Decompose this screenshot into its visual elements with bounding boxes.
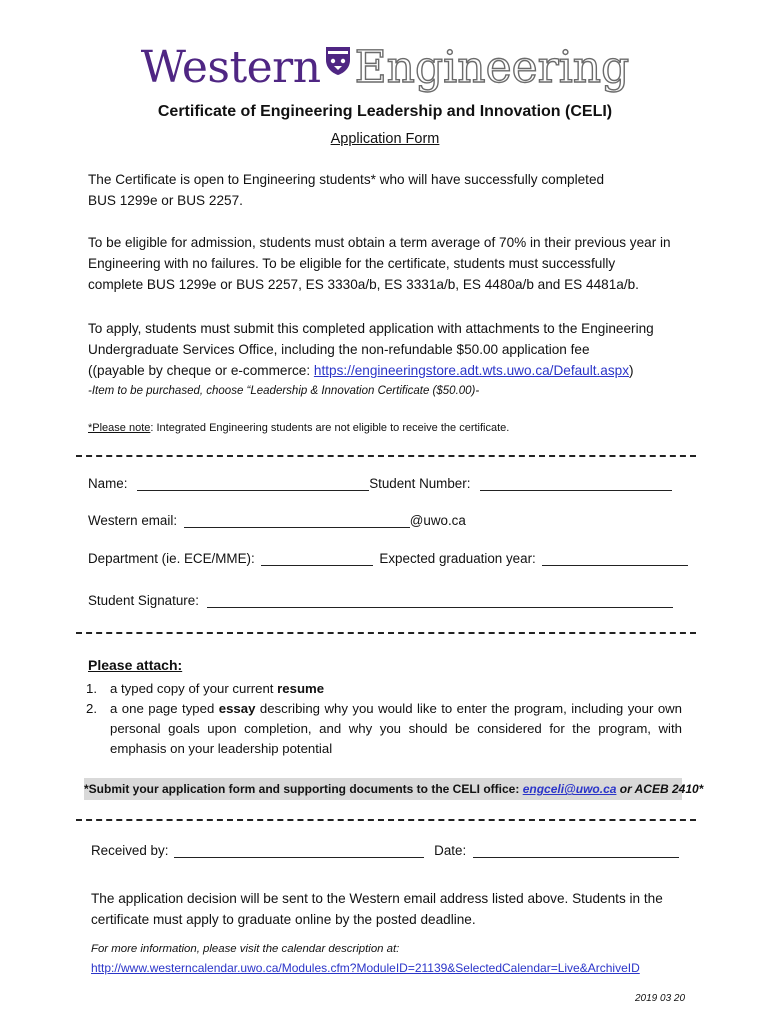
eligibility-line: Engineering with no failures. To be eligible for the certificate, students must successfully: [88, 256, 616, 271]
student-number-field[interactable]: [480, 476, 672, 491]
email-suffix: @uwo.ca: [409, 513, 466, 528]
dashed-divider: [76, 632, 696, 634]
list-item: [86, 699, 682, 759]
list-text: a one page typed: [110, 701, 219, 716]
eligibility-paragraph: [88, 232, 688, 295]
list-number: 2.: [86, 701, 97, 716]
list-bold-text: essay: [218, 701, 256, 716]
department-field[interactable]: [261, 551, 373, 566]
department-label: Department (ie. ECE/MME):: [88, 551, 255, 566]
received-by-label: Received by:: [91, 843, 169, 858]
apply-line-payment: [88, 360, 688, 381]
apply-paragraph: [88, 318, 688, 402]
eligibility-line: complete BUS 1299e or BUS 2257, ES 3330a/b, ES 3331a/b, ES 4480a/b and ES 4481a/b.: [88, 277, 639, 292]
list-text: a typed copy of your current: [110, 681, 278, 696]
logo-word-engineering: Engineering: [354, 42, 630, 93]
email-label: Western email:: [88, 513, 178, 528]
date-field[interactable]: [473, 843, 679, 858]
email-row: [88, 513, 466, 528]
note-text: : Integrated Engineering students are not eligible to receive the certificate.: [150, 422, 510, 434]
logo-word-western: Western: [140, 42, 321, 93]
signature-field[interactable]: [207, 593, 673, 608]
decision-line: certificate must apply to graduate online by the posted deadline.: [91, 912, 476, 927]
list-bold-text: resume: [277, 681, 325, 696]
grad-year-label: Expected graduation year:: [379, 551, 536, 566]
list-item: [86, 679, 682, 699]
signature-row: [88, 593, 673, 608]
item-note: -Item to be purchased, choose “Leadership & Innovation Certificate ($50.00)-: [88, 385, 480, 397]
intro-line: The Certificate is open to Engineering students* who will have successfully completed: [88, 172, 605, 187]
received-by-field[interactable]: [174, 843, 424, 858]
decision-paragraph: [91, 888, 691, 930]
revision-date: 2019 03 20: [635, 993, 686, 1004]
payment-prefix: ((payable by cheque or e-commerce:: [88, 363, 314, 378]
intro-paragraph: [88, 169, 688, 211]
submit-suffix: or ACEB 2410*: [616, 782, 704, 796]
intro-line: BUS 1299e or BUS 2257.: [88, 193, 243, 208]
department-row: [88, 551, 688, 566]
celi-email-link[interactable]: engceli@uwo.ca: [522, 782, 617, 796]
dashed-divider: [76, 455, 696, 457]
student-number-label: Student Number:: [369, 476, 471, 491]
eligibility-line: To be eligible for admission, students must obtain a term average of 70% in their previous year in: [88, 235, 671, 250]
western-engineering-logo: [0, 42, 770, 98]
submit-instructions-banner: [84, 778, 704, 800]
form-subtitle: Application Form: [330, 131, 440, 147]
list-text: describing why you would like to enter the program, including your own personal goals upon completion, and why you should be considered for the program, with emphasis on your leadership potential: [110, 701, 683, 756]
submit-prefix: *Submit your application form and supporting documents to the CELI office:: [84, 782, 523, 796]
form-title: Certificate of Engineering Leadership and Innovation (CELI): [157, 103, 613, 120]
western-email-field[interactable]: [184, 513, 410, 528]
name-label: Name:: [88, 476, 128, 491]
decision-line: The application decision will be sent to the Western email address listed above. Students in the: [91, 891, 663, 906]
apply-line: Undergraduate Services Office, including the non-refundable $50.00 application fee: [88, 342, 590, 357]
attach-heading: Please attach:: [88, 657, 183, 673]
office-row: [91, 843, 679, 858]
note-label: *Please note: [88, 422, 151, 434]
dashed-divider: [76, 819, 696, 821]
name-field[interactable]: [137, 476, 369, 491]
date-label: Date:: [434, 843, 467, 858]
list-number: 1.: [86, 681, 97, 696]
attachment-list: [86, 679, 682, 759]
name-row: [88, 476, 672, 491]
footer-note: For more information, please visit the calendar description at:: [91, 943, 400, 955]
calendar-link[interactable]: http://www.westerncalendar.uwo.ca/Modules.cfm?ModuleID=21139&SelectedCalendar=Live&ArchiveID: [91, 961, 640, 975]
e-commerce-link[interactable]: https://engineeringstore.adt.wts.uwo.ca/Default.aspx: [313, 363, 630, 378]
crest-icon: [325, 46, 351, 81]
signature-label: Student Signature:: [88, 593, 199, 608]
eligibility-note: [88, 418, 688, 439]
grad-year-field[interactable]: [542, 551, 688, 566]
payment-suffix: ): [629, 363, 634, 378]
apply-line: To apply, students must submit this completed application with attachments to the Engineering: [88, 321, 654, 336]
